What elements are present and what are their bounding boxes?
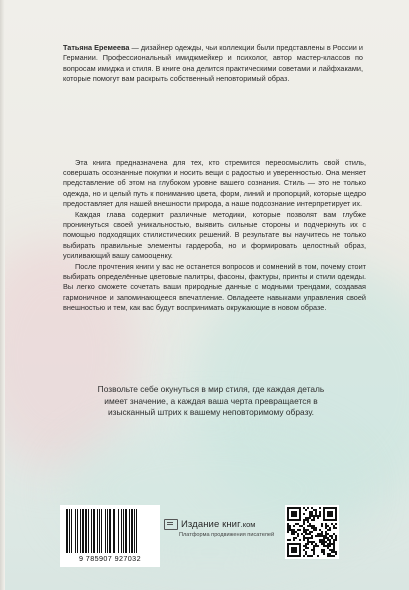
isbn-number: 9 785907 927032 xyxy=(79,554,141,563)
spine-edge xyxy=(0,0,5,590)
qr-code-icon xyxy=(285,505,339,559)
author-name: Татьяна Еремеева xyxy=(63,43,130,52)
description-paragraph: После прочтения книги у вас не останется вопросов и сомнений в том, почему стоит выбирать определённые цветовые палитры, фасоны, фактуры, принты и стили одежды. Вы легко сможете сочетать ваши природные данные с модными трендами, создавая гармоничное и запоминающееся впечатление. Овладеете навыками управления своей внешностью и тем, как вас будут воспринимать окружающие в новом образе. xyxy=(63,262,366,312)
publisher-name: Издание книг xyxy=(181,519,241,530)
barcode-bars xyxy=(66,509,154,553)
book-icon xyxy=(164,519,178,530)
description-paragraph: Каждая глава содержит различные методики, которые позволят вам глубже проникнуться своей уникальностью, выявить сильные стороны и подчеркнуть их с помощью подходящих стилистических решений. В результате вы научитесь не только выбирать правильные элементы гардероба, но и формировать целостный образ, усиливающий вашу самооценку. xyxy=(63,210,366,260)
publisher-tagline: Платформа продвижения писателей xyxy=(179,532,275,538)
description-paragraph: Эта книга предназначена для тех, кто стремится переосмыслить свой стиль, совершать осознанные покупки и носить вещи с радостью и уверенностью. Она меняет представление об этом на глубоком уровне вашего сознания. Стиль — это не только одежда, но и целый путь к пониманию цвета, форм, линий и пропорций, которые щедро предоставляет для нашей внешности природа, а наше подсознание интерпретирует их. xyxy=(63,158,366,208)
book-description xyxy=(63,158,366,313)
publisher-domain: .ком xyxy=(240,520,256,529)
author-bio-text: — дизайнер одежды, чьи коллекции были представлены в России и Германии. Профессиональный имиджмейкер и психолог, автор мастер-классов по вопросам имиджа и стиля. В книге она делится практическими советами и лайфхаками, которые помогут вам раскрыть собственный неповторимый образ. xyxy=(63,43,363,83)
closing-quote: Позвольте себе окунуться в мир стиля, где каждая деталь имеет значение, а каждая ваша черта превращается в изысканный штрих к вашему неповторимому образу. xyxy=(97,384,325,418)
isbn-barcode xyxy=(60,505,160,567)
author-bio xyxy=(63,43,363,84)
publisher-logo xyxy=(164,519,284,538)
